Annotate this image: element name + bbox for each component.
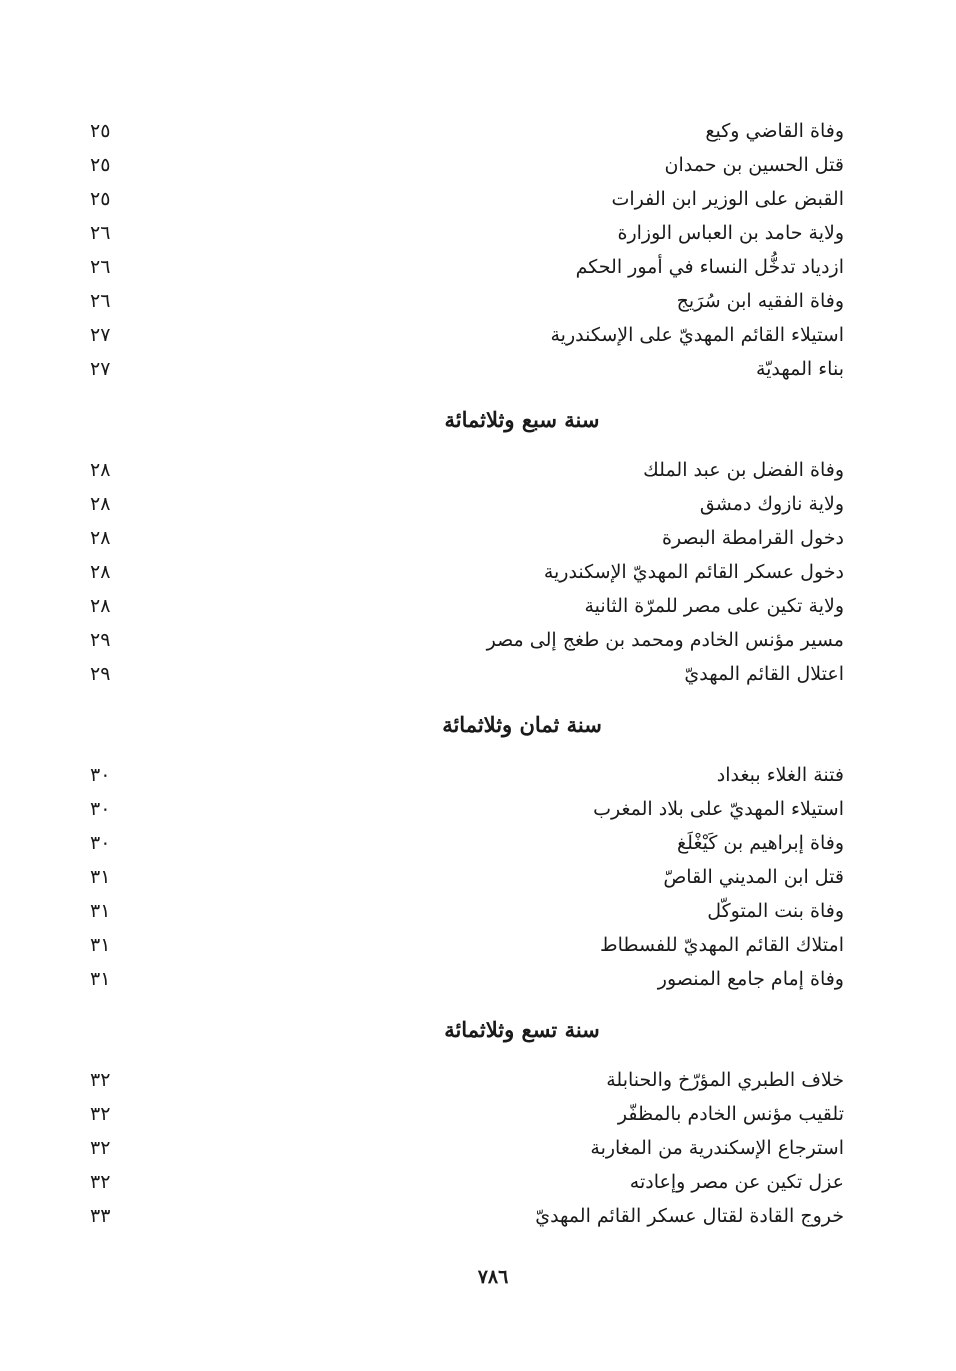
toc-entry xyxy=(90,758,844,792)
toc-entry-title: مسير مؤنس الخادم ومحمد بن طغج إلى مصر xyxy=(486,629,844,651)
toc-entry xyxy=(90,284,844,318)
toc-entry-page: ٢٨ xyxy=(90,561,111,583)
toc-entry-title: تلقيب مؤنس الخادم بالمظفّر xyxy=(617,1103,844,1125)
toc-entry xyxy=(90,623,844,657)
toc-entry-page: ٢٦ xyxy=(90,256,111,278)
section-heading: سنة سبع وثلاثمائة xyxy=(444,407,600,432)
toc-entry-page: ٣٢ xyxy=(90,1171,111,1193)
toc-entry-page: ٣١ xyxy=(90,866,111,888)
toc-entry-title: وفاة القاضي وكيع xyxy=(705,120,844,142)
toc-entry xyxy=(90,826,844,860)
toc-entry-page: ٢٨ xyxy=(90,459,111,481)
toc-entry xyxy=(90,928,844,962)
toc-section xyxy=(90,114,844,386)
toc-entry-title: فتنة الغلاء ببغداد xyxy=(716,764,844,786)
toc-entry xyxy=(90,860,844,894)
toc-entry-page: ٢٥ xyxy=(90,120,111,142)
toc-section xyxy=(90,708,844,996)
toc-section xyxy=(90,1013,844,1233)
toc-entry-title: وفاة الفضل بن عبد الملك xyxy=(643,459,844,481)
toc-entry-page: ٢٩ xyxy=(90,629,111,651)
toc-entry-title: ازدياد تدخُّل النساء في أمور الحكم xyxy=(575,256,844,278)
toc-entry xyxy=(90,487,844,521)
toc-entry-title: وفاة إبراهيم بن كَيْغْلَغ xyxy=(677,832,844,854)
toc-entry-page: ٢٨ xyxy=(90,527,111,549)
toc-entry-title: ولاية تكين على مصر للمرّة الثانية xyxy=(584,595,844,617)
toc-entry-title: استيلاء المهديّ على بلاد المغرب xyxy=(593,798,844,820)
toc-entry xyxy=(90,216,844,250)
toc-entry-page: ٣٠ xyxy=(90,832,111,854)
toc-entry xyxy=(90,1131,844,1165)
toc-entry-page: ٣٢ xyxy=(90,1069,111,1091)
toc-entry xyxy=(90,250,844,284)
toc-entry-page: ٣١ xyxy=(90,900,111,922)
toc-entry-title: القبض على الوزير ابن الفرات xyxy=(611,188,844,210)
toc-entry-title: قتل ابن المديني القاصّ xyxy=(663,866,844,888)
toc-entry-page: ٢٧ xyxy=(90,324,111,346)
toc-entry-page: ٢٩ xyxy=(90,663,111,685)
toc-entry-page: ٢٨ xyxy=(90,595,111,617)
toc-entry-page: ٣١ xyxy=(90,934,111,956)
toc-entry-title: ولاية نازوك دمشق xyxy=(699,493,844,515)
toc-entry-page: ٢٧ xyxy=(90,358,111,380)
toc-entry xyxy=(90,962,844,996)
toc-entry-title: ولاية حامد بن العباس الوزارة xyxy=(617,222,844,244)
toc-entry-page: ٣٢ xyxy=(90,1103,111,1125)
toc-entry-title: اعتلال القائم المهديّ xyxy=(684,663,844,685)
toc-entry xyxy=(90,352,844,386)
toc-entry xyxy=(90,657,844,691)
toc-entry xyxy=(90,1165,844,1199)
toc-entry-page: ٣٣ xyxy=(90,1205,111,1227)
toc-entry xyxy=(90,792,844,826)
toc-entry xyxy=(90,521,844,555)
toc-entry-page: ٢٦ xyxy=(90,222,111,244)
toc-section xyxy=(90,403,844,691)
toc-entry xyxy=(90,318,844,352)
toc-entry-page: ٣٢ xyxy=(90,1137,111,1159)
page-number xyxy=(0,1266,956,1288)
toc-entry-title: وفاة إمام جامع المنصور xyxy=(657,968,844,990)
toc-entry xyxy=(90,589,844,623)
toc-entry-title: عزل تكين عن مصر وإعادته xyxy=(629,1171,844,1193)
toc-entry-page: ٢٥ xyxy=(90,188,111,210)
toc-entry-title: استيلاء القائم المهديّ على الإسكندرية xyxy=(550,324,844,346)
toc-entry-title: وفاة الفقيه ابن سُرَيج xyxy=(676,290,844,312)
section-heading: سنة تسع وثلاثمائة xyxy=(444,1017,600,1042)
toc-entry xyxy=(90,1097,844,1131)
toc-entry xyxy=(90,555,844,589)
toc-entry-title: قتل الحسين بن حمدان xyxy=(664,154,844,176)
table-of-contents xyxy=(90,114,844,1233)
toc-entry-title: خلاف الطبري المؤرّخ والحنابلة xyxy=(606,1069,844,1091)
toc-entry xyxy=(90,114,844,148)
toc-entry-page: ٣١ xyxy=(90,968,111,990)
toc-entry-title: امتلاك القائم المهديّ للفسطاط xyxy=(600,934,844,956)
section-heading: سنة ثمان وثلاثمائة xyxy=(442,712,602,737)
toc-entry-title: بناء المهديّة xyxy=(755,358,844,380)
toc-entry xyxy=(90,1199,844,1233)
toc-entry xyxy=(90,894,844,928)
toc-entry-page: ٢٦ xyxy=(90,290,111,312)
toc-entry-title: دخول عسكر القائم المهديّ الإسكندرية xyxy=(543,561,844,583)
toc-entry-page: ٢٥ xyxy=(90,154,111,176)
toc-entry-title: دخول القرامطة البصرة xyxy=(661,527,844,549)
toc-entry-page: ٢٨ xyxy=(90,493,111,515)
toc-entry xyxy=(90,182,844,216)
toc-entry-title: وفاة بنت المتوكّل xyxy=(707,900,844,922)
toc-entry xyxy=(90,148,844,182)
toc-entry-title: استرجاع الإسكندرية من المغاربة xyxy=(590,1137,844,1159)
toc-entry-page: ٣٠ xyxy=(90,798,111,820)
toc-entry-page: ٣٠ xyxy=(90,764,111,786)
toc-entry-title: خروج القادة لقتال عسكر القائم المهديّ xyxy=(535,1205,844,1227)
toc-entry xyxy=(90,1063,844,1097)
toc-entry xyxy=(90,453,844,487)
page-number-text: ٧٨٦ xyxy=(477,1266,509,1288)
